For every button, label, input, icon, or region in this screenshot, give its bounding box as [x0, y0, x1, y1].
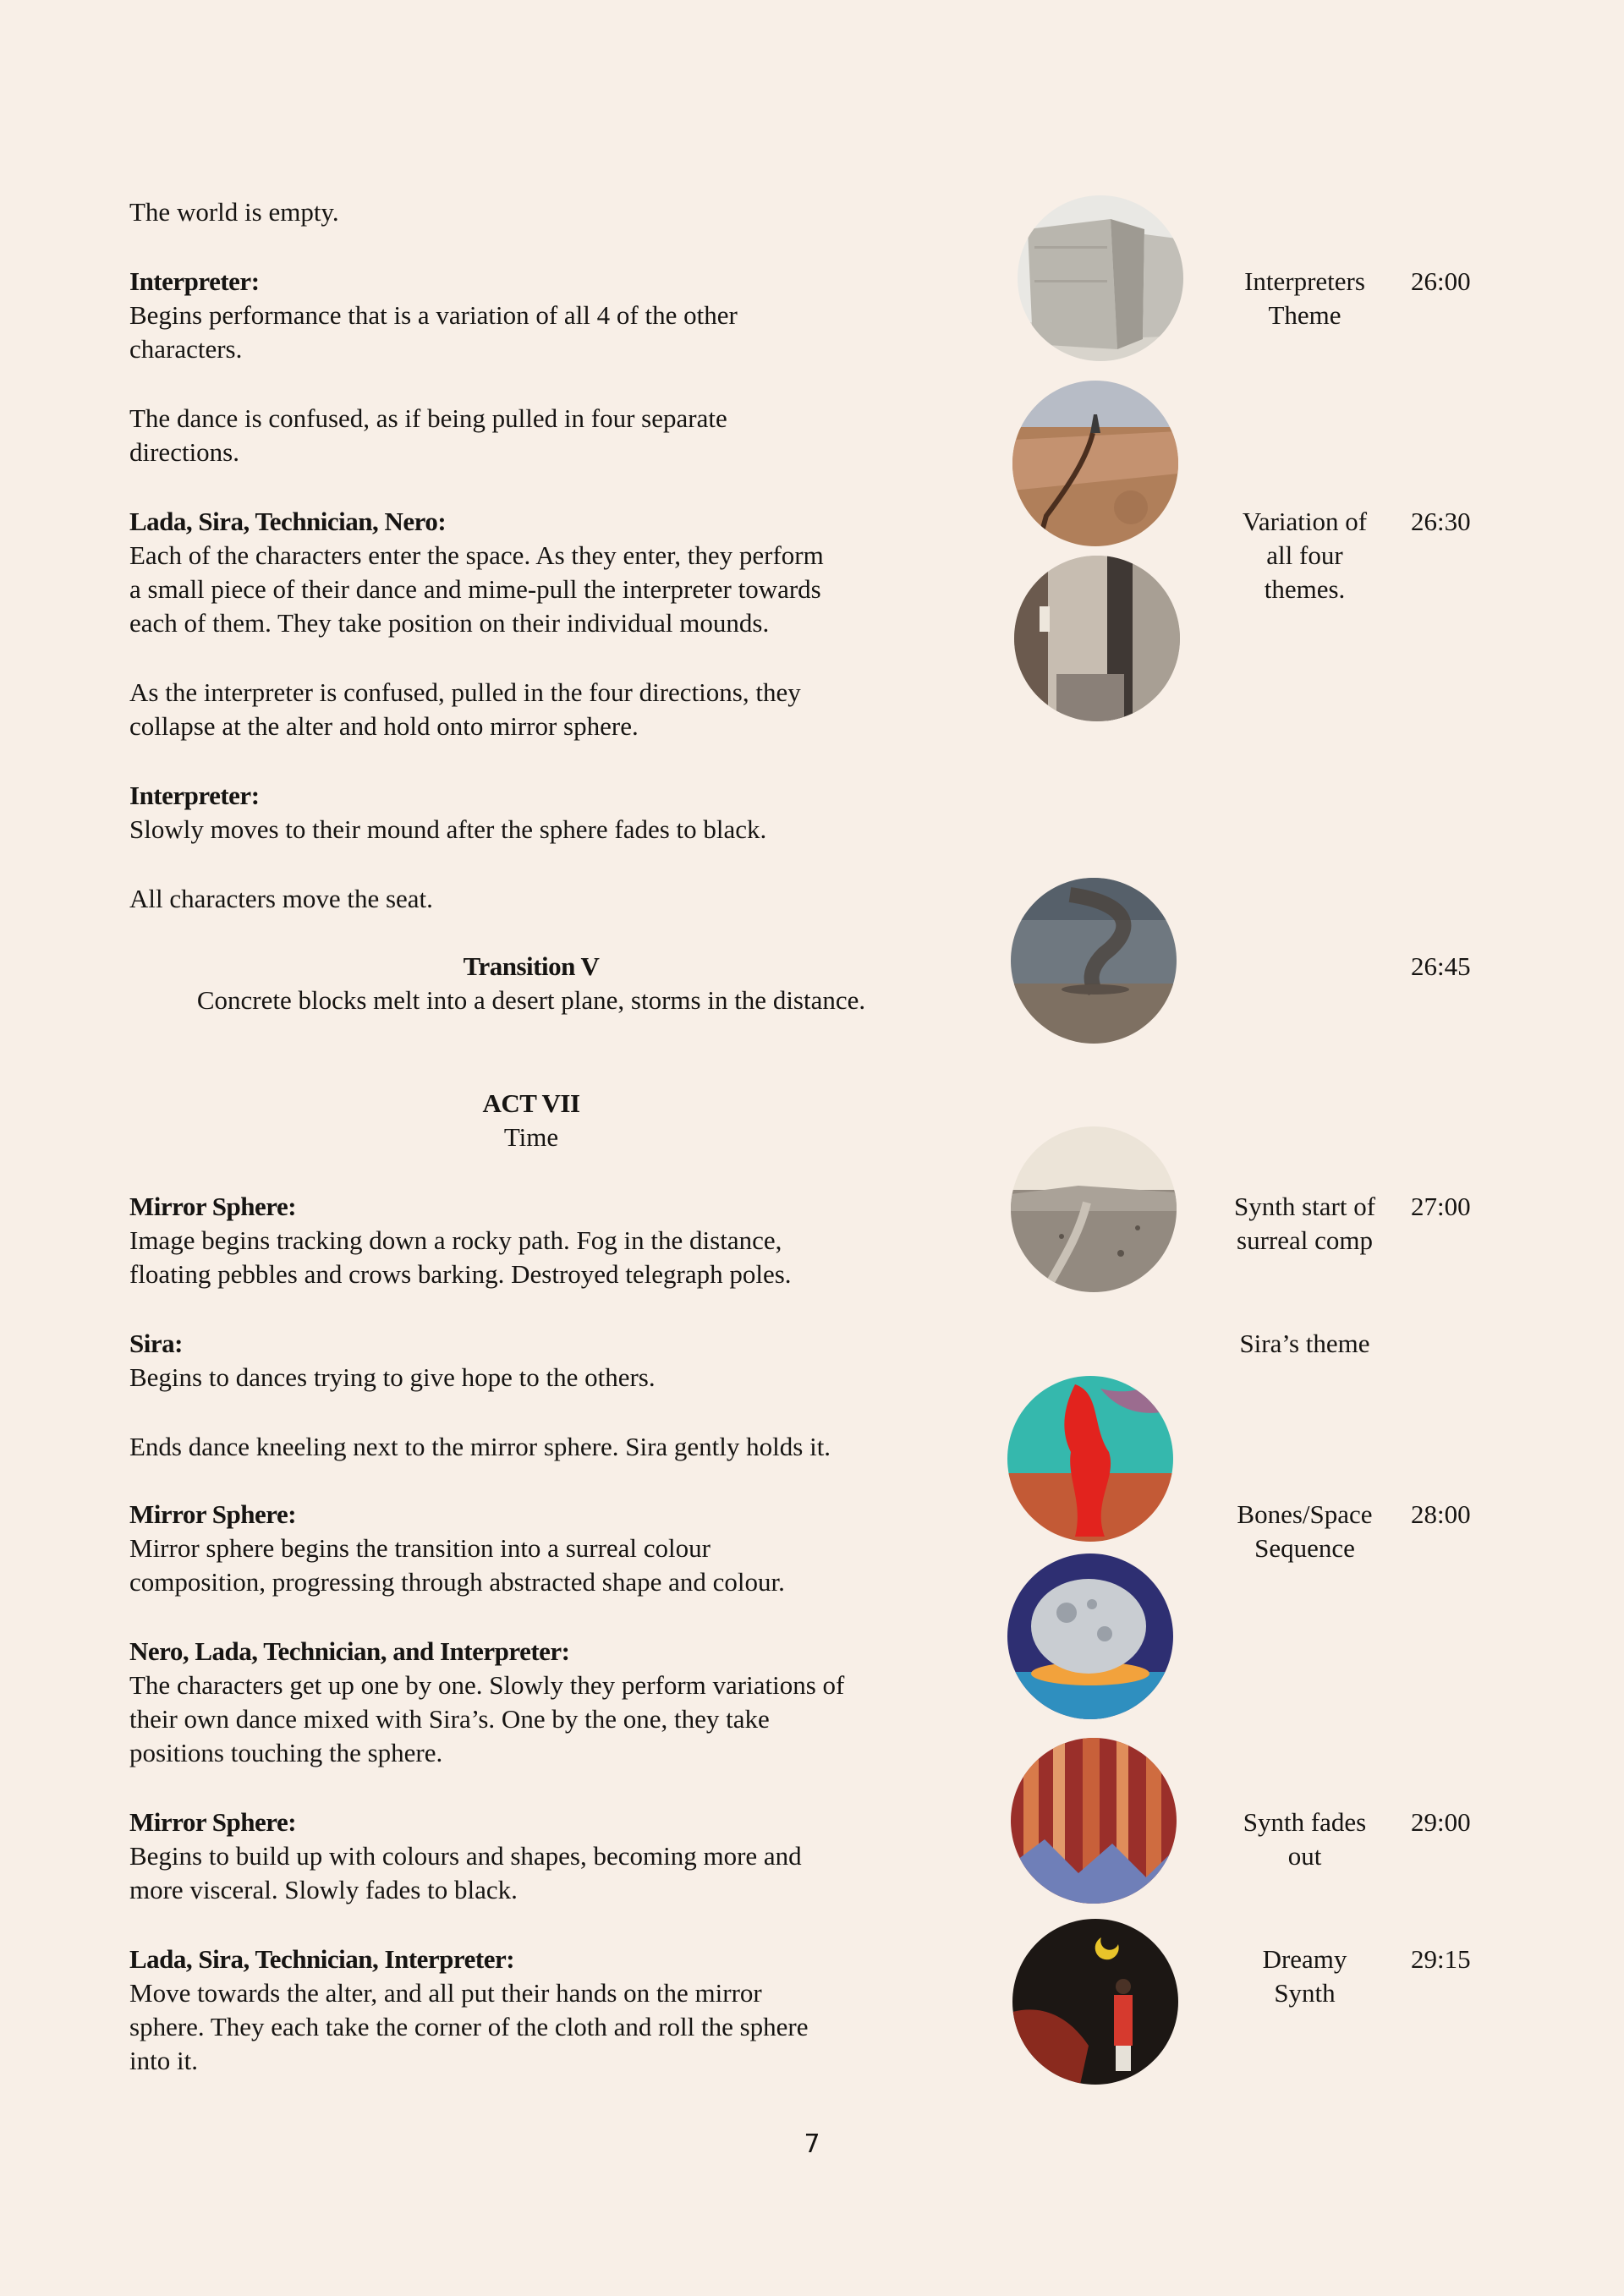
abstract-trees-image [1011, 1738, 1177, 1904]
music-cue-label: Theme [1268, 300, 1341, 330]
concrete-corridor-image [1014, 556, 1180, 721]
scene-text: Begins performance that is a variation of all 4 of the other [129, 300, 738, 330]
scene-text: Begins to build up with colours and shapes, becoming more and [129, 1841, 802, 1871]
timestamp: 28:00 [1411, 1499, 1471, 1529]
speaker-label: Mirror Sphere: [129, 1192, 297, 1221]
desert-crack-image [1012, 381, 1178, 546]
scene-text: Move towards the alter, and all put their hands on the mirror [129, 1978, 762, 2008]
asteroid-space-image [1007, 1553, 1173, 1719]
speaker-label: Lada, Sira, Technician, Nero: [129, 507, 447, 536]
music-cue-label: Synth start of [1233, 1192, 1376, 1221]
music-cue-label: Interpreters [1244, 266, 1365, 296]
speaker-label: Interpreter: [129, 266, 260, 296]
music-cue-label: surreal comp [1237, 1225, 1373, 1255]
transition-title: Transition V [463, 951, 600, 981]
timestamp: 27:00 [1411, 1192, 1471, 1221]
scene-text: collapse at the alter and hold onto mirror sphere. [129, 711, 639, 741]
speaker-label: Mirror Sphere: [129, 1499, 297, 1529]
scene-text: composition, progressing through abstracted shape and colour. [129, 1567, 785, 1597]
timestamp: 26:30 [1411, 507, 1471, 536]
act-subtitle: Time [503, 1122, 559, 1152]
scene-text: more visceral. Slowly fades to black. [129, 1875, 518, 1904]
horse-rider-painting-image [1012, 1919, 1178, 2085]
speaker-label: Interpreter: [129, 781, 260, 810]
act-title: ACT VII [482, 1088, 580, 1118]
scene-text: into it. [129, 2046, 198, 2075]
scene-text: directions. [129, 437, 239, 467]
music-cue-label: Synth [1274, 1978, 1336, 2008]
scene-text: a small piece of their dance and mime-pull the interpreter towards [129, 574, 821, 604]
music-cue-label: Synth fades [1243, 1807, 1367, 1837]
scene-text: All characters move the seat. [129, 884, 433, 913]
scene-text: Begins to dances trying to give hope to the others. [129, 1362, 656, 1392]
timestamp: 26:45 [1411, 951, 1471, 981]
scene-text: characters. [129, 334, 243, 364]
scene-text: sphere. They each take the corner of the cloth and roll the sphere [129, 2012, 809, 2041]
scene-text: As the interpreter is confused, pulled in the four directions, they [129, 677, 801, 707]
red-figure-surreal-image [1007, 1376, 1173, 1542]
speaker-label: Nero, Lada, Technician, and Interpreter: [129, 1636, 570, 1666]
concrete-blocks-image [1018, 195, 1183, 361]
rocky-path-image [1011, 1126, 1177, 1292]
music-cue-label: themes. [1264, 574, 1346, 604]
music-cue-label: Variation of [1242, 507, 1368, 536]
scene-text: positions touching the sphere. [129, 1738, 443, 1767]
page-number: 7 [804, 2129, 820, 2159]
scene-text: The dance is confused, as if being pulled in four separate [129, 403, 727, 433]
scene-text: Slowly moves to their mound after the sphere fades to black. [129, 814, 767, 844]
scene-text: Image begins tracking down a rocky path. Fog in the distance, [129, 1225, 782, 1255]
music-cue-label: all four [1266, 540, 1343, 570]
music-cue-label: Sira’s theme [1239, 1329, 1370, 1358]
speaker-label: Mirror Sphere: [129, 1807, 297, 1837]
timestamp: 29:15 [1411, 1944, 1471, 1974]
scene-text: The characters get up one by one. Slowly they perform variations of [129, 1670, 845, 1700]
music-cue-label: Dreamy [1262, 1944, 1347, 1974]
timestamp: 29:00 [1411, 1807, 1471, 1837]
timestamp: 26:00 [1411, 266, 1471, 296]
music-cue-label: Sequence [1254, 1533, 1355, 1563]
scene-text: floating pebbles and crows barking. Destroyed telegraph poles. [129, 1259, 792, 1289]
scene-text: The world is empty. [129, 197, 339, 227]
music-cue-label: Bones/Space [1237, 1499, 1373, 1529]
speaker-label: Sira: [129, 1329, 183, 1358]
scene-text: Each of the characters enter the space. As they enter, they perform [129, 540, 824, 570]
scene-text: each of them. They take position on their individual mounds. [129, 608, 770, 638]
music-cue-label: out [1287, 1841, 1322, 1871]
scene-text: Ends dance kneeling next to the mirror sphere. Sira gently holds it. [129, 1432, 831, 1461]
storm-tornado-image [1011, 878, 1177, 1044]
speaker-label: Lada, Sira, Technician, Interpreter: [129, 1944, 515, 1974]
scene-text: their own dance mixed with Sira’s. One by the one, they take [129, 1704, 770, 1734]
scene-text: Mirror sphere begins the transition into a surreal colour [129, 1533, 710, 1563]
transition-description: Concrete blocks melt into a desert plane, storms in the distance. [196, 985, 866, 1015]
